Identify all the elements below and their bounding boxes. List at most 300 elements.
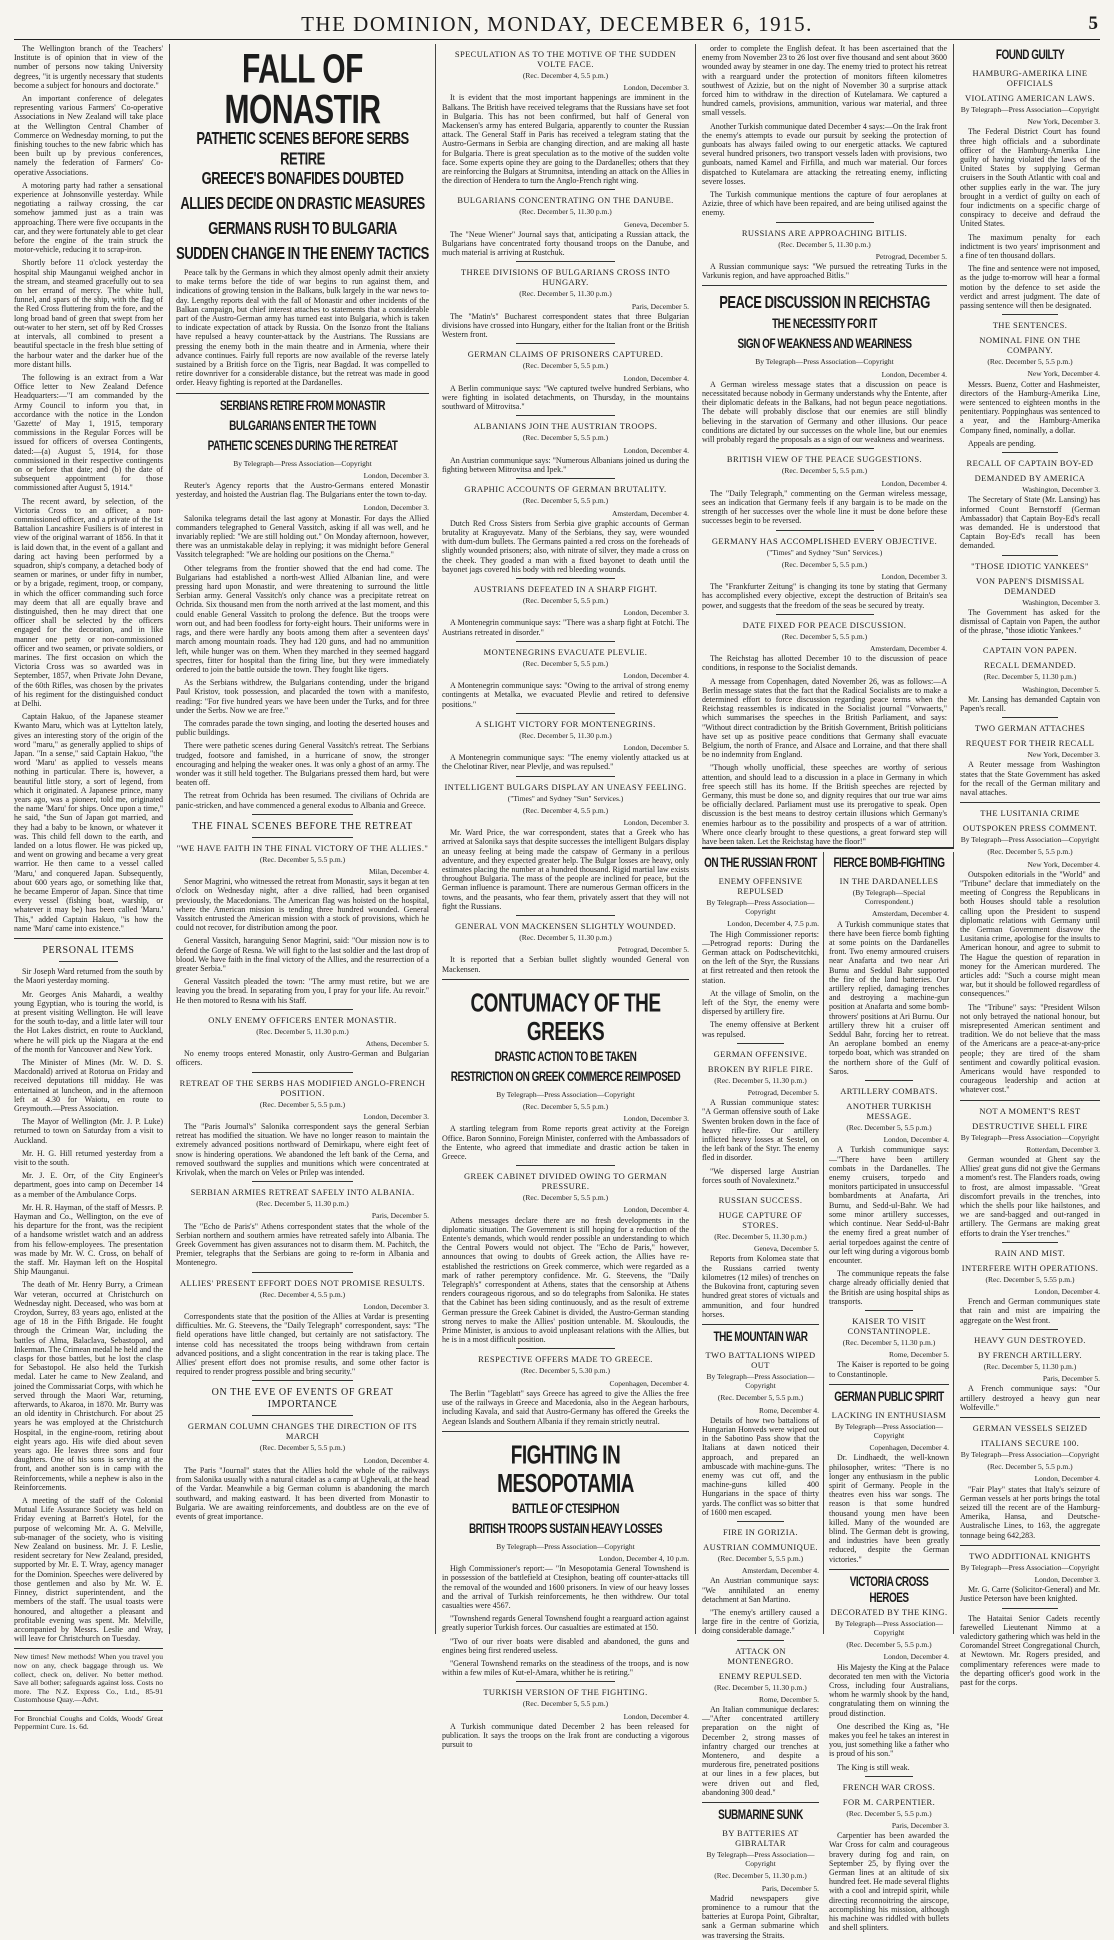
subheadline: DECORATED BY THE KING. <box>830 1606 948 1617</box>
paragraph: As the Serbians withdrew, the Bulgarians contending, under the brigand Paul Kristov, took possession, and placarded the town with a manifesto, reading: "For five hundred years we have been under the Turks, and for three under the Serbs. Now we are free." <box>176 678 429 715</box>
paragraph: "We dispersed large Austrian forces south of Novalexinetz." <box>702 1166 819 1185</box>
paragraph: "The enemy's artillery caused a large fire in the centre of Gorizia, doing considerable damage." <box>702 1607 819 1636</box>
article-heading: RUSSIANS ARE APPROACHING BITLIS. <box>741 227 908 238</box>
paragraph: Sir Joseph Ward returned from the south by the Maori yesterday morning. <box>14 967 163 986</box>
paragraph: A Montenegrin communique says: "There was a sharp fight at Fotchi. The Austrians retreated in disorder." <box>442 618 689 637</box>
paragraph: A Montenegrin communique says: "The enemy violently attacked us at the Chelotinar River, near Plevlje, and was repulsed." <box>442 753 689 772</box>
paragraph: An important conference of delegates representing various Farmers' Co-operative Associations in New Zealand will take place at the Wellington Central Chamber of Commerce on Wednesday morning, to put the finishing touches to the new fabric which has been built up by previous conferences, namely the federation of Farmers' Co-operative Associations. <box>14 94 163 177</box>
article-subheading: VON PAPEN'S DISMISSAL DEMANDED <box>975 575 1085 596</box>
article-heading: "WE HAVE FAITH IN THE FINAL VICTORY OF THE ALLIES." <box>176 842 429 853</box>
article-heading: "THOSE IDIOTIC YANKEES" <box>971 560 1089 571</box>
divider <box>776 448 874 449</box>
divider <box>516 915 615 916</box>
received-line: (Rec. December 5, 11.30 p.m.) <box>519 289 612 299</box>
paragraph: The recent award, by selection, of the Victoria Cross to an officer, a non-commissioned officer, and a private of the 1st Battalion Lancashire Fusiliers is of interest in view of the original warrant of 1856. In that it is laid down that, in the event of a gallant and daring act having been performed by a squadron, ship's company, a detached body of seamen or marines, or under fifty in number, or by a brigade, regiment, troop, or company, in which the officer commanding such force may deem that all are equally brave and distinguished, then he may direct that one officer shall be selected by the officers engaged for the decoration, and in like manner one petty or non-commissioned officer and two seamen, or private soldiers, or marines. The first occasion on which the Victoria Cross was so awarded was in September, 1857, when Private John Devane, of the 60th Rifles, was chosen by the privates of his regiment for the distinguished conduct at Delhi. <box>14 496 163 709</box>
received-line: (Rec. December 5, 5.55 p.m.) <box>985 1274 1075 1284</box>
paragraph: An Austrian communique says: "Numerous Albanians joined us during the fighting between Mitrovitsa and Ipek." <box>442 455 690 475</box>
dateline: Amsterdam, December 4. <box>869 643 947 653</box>
paragraph: A Turkish communique dated December 2 has been released for publication. It says the troops on the Irak front are conducting a vigorous pursuit to <box>442 1721 689 1750</box>
credit-line: By Telegraph—Press Association—Copyright <box>960 1562 1100 1572</box>
dateline: Amsterdam, December 4. <box>611 508 689 518</box>
article-heading: THE SENTENCES. <box>992 320 1068 331</box>
paragraph: A Russian communique states: "A German offensive south of Lake Swenten broken down in the face of heavy rifle-fire. Our artillery inflicted heavy losses at Sestel, on the left bank of the Styr. The enemy fled in disorder. <box>702 1098 819 1163</box>
paragraph: The High Commissioner reports:—Petrograd reports: During the German attack on Podtschevitchki, on the left of the Styr, the Russians at first retreated and then retook the station. <box>702 929 819 985</box>
dateline: Petrograd, December 5. <box>875 251 947 261</box>
divider <box>14 938 163 939</box>
paragraph: The Kaiser is reported to be going to Constantinople. <box>829 1360 949 1379</box>
subheadline: SIGN OF WEAKNESS AND WEARINESS <box>737 337 912 353</box>
received-line: (Rec. December 5, 5.5 p.m.) <box>522 1193 609 1203</box>
paragraph: The Reichstag has allotted December 10 to the discussion of peace conditions, in response to the Socialist demands. <box>702 654 947 673</box>
paragraph: At the village of Smolin, on the left of the Styr, the enemy were dispersed by artillery fire. <box>702 988 819 1017</box>
masthead <box>14 10 1100 40</box>
article-heading: AUSTRIANS DEFEATED IN A SHARP FIGHT. <box>473 583 658 594</box>
headline-russian-front: ON THE RUSSIAN FRONT <box>704 856 817 871</box>
article-heading: GRAPHIC ACCOUNTS OF GERMAN BRUTALITY. <box>464 484 667 495</box>
divider <box>702 1324 819 1325</box>
paragraph: A Montenegrin communique says: "Owing to the arrival of strong enemy contingents at Metalka, we evacuated Plevlie and retired to defensive positions." <box>442 681 689 709</box>
article-heading: A SLIGHT VICTORY FOR MONTENEGRINS. <box>475 718 656 729</box>
article-heading: GERMAN CLAIMS OF PRISONERS CAPTURED. <box>467 349 664 360</box>
dateline: London, December 4. <box>623 445 689 455</box>
headline-contumacy-of-greeks: CONTUMACY OF THE GREEKS <box>470 989 661 1047</box>
paragraph: A German wireless message states that a discussion on peace is necessitated because nobody in Germany understands why the Entente, after their diplomatic defeats in the Balkans, had not begun peace negotiations. The debate will probably disclose that our enemies are still blindly believing in the starvation of Germany and other illusions. Our peace conditions are dictated by our successes on the whole line, but our enemies will probably regard the proposals as a sign of our weakness and weariness. <box>702 379 947 445</box>
paragraph: Captain Hakuo, of the Japanese steamer Kwanto Maru, which was at Lyttelton lately, gives an interesting story of the origin of the word "maru," as generally applied to ships of Japan. "In a sense," said Captain Hakuo, "the word 'Maru' as applied to vessels means nothing in particular. There is, however, a beautiful little story, a sort of legend, from which it originated. A Japanese prince, many years ago, was a pioneer, told me, originated the name 'Maru' for ships. Once upon a time," he said, "the Sun of Japan got married, and they had a baby to be known, or whatever it was. This child fell down to the earth, and landed on a lotus flower. He was picked up, and went on growing and became a very great warrior. He then came to a vessel called 'Maru,' and conquered Japan. Subsequently, about 600 years ago, or something like that, he became Emperor of Japan. Since that time every vessel (fishing boat, warship, or whatever it may be) has been called 'Maru.' This," added Captain Hakuo, "is how the name 'Maru' came into existence." <box>14 712 163 933</box>
dateline: Geneva, December 5. <box>624 219 689 229</box>
article-heading: ONLY ENEMY OFFICERS ENTER MONASTIR. <box>208 1014 397 1025</box>
divider <box>1002 1242 1058 1243</box>
article-heading: THREE DIVISIONS OF BULGARIANS CROSS INTO HUNGARY. <box>460 267 671 288</box>
dateline: London, December 4. <box>623 373 689 383</box>
credit-line: By Telegraph—Press Association—Copyright <box>960 105 1100 114</box>
paragraph: There were pathetic scenes during General Vassitch's retreat. The Serbians trudged, footsore and famished, in a hurricane of snow, the stronger encouraging and helping the weaker ones. It was only a ghost of an army. The wonder was it still held together. The Bulgarians pressed them hard, but were beaten off. <box>176 741 429 788</box>
article-heading: RAIN AND MIST. <box>994 1247 1066 1258</box>
subheadline: TWO BATTALIONS WIPED OUT <box>705 1349 816 1370</box>
paragraph: A Turkish communique states that there have been fierce bomb fighting at some points on the Dardanelles front. Two enemy armoured cruisers near Anafarta and two near Ari Burnu and Seddul Bahr supported the fire of the land batteries. Our artillery replied, damaging trenches and destroying a machine-gun position at Anafarta and some bomb-throwers' positions at Ari Burnu. Our artillery threw hit a cruiser off Seddul Bahr, forcing her to retreat. An aeroplane bombed an enemy torpedo boat, which was stranded on the northern shore of the Gulf of Saros. <box>829 919 949 1076</box>
article-heading: TWO ADDITIONAL KNIGHTS <box>969 1550 1091 1561</box>
paragraph: A startling telegram from Rome reports great activity at the Foreign Office. Baron Sonnino, Foreign Minister, conferred with the Ambassadors of the Entente, who agreed that immediate and drastic action be taken in Greece. <box>442 1124 689 1162</box>
headline-mountain-war: THE MOUNTAIN WAR <box>713 1329 808 1345</box>
paragraph: Mr. Georges Anis Mahardi, a wealthy young Egyptian, who is touring the world, is at present visiting Wellington. He will leave for the south to-day, and a little later will tour the Hot Lakes district, en route to Auckland, where he will pick up the Niagara at the end of the month for Vancouver and New York. <box>14 989 163 1054</box>
divider <box>516 478 615 479</box>
paragraph: An Italian communique declares:—"After concentrated artillery preparation on the night of December 2, strong masses of infantry charged our trenches at Montenero, and despite a murderous fire, penetrated positions at our lines in a few places, but were driven out and fled, abandoning 300 dead." <box>702 1704 819 1797</box>
dateline: London, December 3. <box>623 817 689 827</box>
divider <box>1002 1608 1058 1609</box>
paragraph: The enemy offensive at Berkent was repulsed. <box>702 1020 819 1039</box>
received-line: (Rec. December 5, 5.30 p.m.) <box>521 1366 610 1376</box>
subheadline: DRASTIC ACTION TO BE TAKEN <box>494 1049 637 1065</box>
paragraph: The Turkish communique mentions the capture of four aeroplanes at Azizie, three of which have been repaired, and are being utilised against the enemy. <box>702 190 947 218</box>
divider <box>737 1640 784 1641</box>
article-heading: FRENCH WAR CROSS. <box>842 1781 936 1792</box>
dateline: Paris, December 3. <box>891 1821 949 1831</box>
paragraph: The retreat from Ochrida has been resumed. The civilians of Ochrida are panic-stricken, and have commenced a general exodus to Albania and Greece. <box>176 791 429 810</box>
received-line: (Rec. December 5, 11.30 p.m.) <box>519 207 612 217</box>
dateline: London, December 4, 7.5 p.m. <box>727 919 819 929</box>
received-line: (Rec. December 5, 11.30 p.m.) <box>714 1232 807 1242</box>
paragraph: The King is still weak. <box>837 1762 910 1772</box>
paragraph: Mr. Lansing has demanded Captain von Papen's recall. <box>960 694 1100 713</box>
dateline: London, December 4. <box>623 1205 689 1215</box>
section-heading-personal: PERSONAL ITEMS <box>42 945 135 957</box>
received-line: (Rec. December 5, 11.30 p.m.) <box>256 1026 349 1036</box>
article-heading: ALBANIANS JOIN THE AUSTRIAN TROOPS. <box>473 421 658 432</box>
subheadline: GERMANS RUSH TO BULGARIA <box>208 218 397 239</box>
paragraph: One described the King as, "He makes you feel he takes an interest in you, just something like a father who is proud of his son." <box>829 1721 949 1759</box>
article-heading: RETREAT OF THE SERBS HAS MODIFIED ANGLO-FRENCH POSITION. <box>179 1077 426 1098</box>
dateline: London, December 4. <box>883 1135 949 1145</box>
article-subheading: RECALL DEMANDED. <box>983 660 1077 671</box>
received-line: (Rec. December 5, 5.5 p.m.) <box>522 496 609 506</box>
divider <box>865 1776 913 1777</box>
dateline: Petrograd, December 5. <box>747 1088 819 1098</box>
paragraph: The fine and sentence were not imposed, as the judge to-morrow will hear a formal motion by the defence to set aside the verdict and arrest judgment. The date of passing sentence will then be designated. <box>960 264 1100 311</box>
paragraph: The "Tribune" says: "President Wilson not only betrayed the national honour, but misrepresented American sentiment and tradition. We do not believe that the mass of the Americans are a peace-at-any-price people; they are tired of the sham sentiment and cowardly political evasion. Americans would have responded to courageous leadership and action at whatever cost." <box>960 1002 1100 1095</box>
received-line: (Rec. December 5, 5.5 p.m.) <box>781 631 868 641</box>
dateline: Paris, December 5. <box>371 1211 429 1221</box>
article-heading: GERMAN VESSELS SEIZED <box>972 1422 1088 1433</box>
dateline: London, December 3. <box>363 503 429 513</box>
received-line: (Rec. December 5, 5.5 p.m.) <box>259 1099 346 1109</box>
received-line: (Rec. December 5, 5.5 p.m.) <box>846 1123 932 1133</box>
paragraph: Another Turkish communique dated December 4 says:—On the Irak front the enemy's attempts to evade our pursuit by seeking the protection of gunboats has always failed owing to our energetic attacks. We captured several hundred prisoners, two transport vessels laden with provisions, two gunboats, named Kamel and Firfilla, and much war material. Our forces dispatched to Kutelamara are attacking the retreating enemy, inflicting severe losses. <box>702 121 947 186</box>
article-heading: TURKISH VERSION OF THE FIGHTING. <box>483 1687 648 1698</box>
dateline: London, December 4. <box>623 670 689 680</box>
divider <box>829 1384 949 1385</box>
divider <box>252 1181 353 1182</box>
paragraph: A message from Copenhagen, dated November 26, was as follows:—A Berlin message states that the fact that the Radical Socialists are to make a determined effort to force discussion regarding peace terms when the Reichstag reassembles is indicated in the Socialist journal "Vorwaerts," which summarises the speeches in the British Parliament, and says: "Without direct contradiction by the British Government, British politicians have set up as positive peace conditions that Germany shall evacuate Belgium, the north of France, and Alsace and Lorraine, and that there shall be no indemnity from England. <box>702 676 947 760</box>
paragraph: A motoring party had rather a sensational experience at Johnsonville yesterday. While negotiating a railway crossing, the car somehow jammed just as a train was approaching. There were five occupants in the car, and they were fortunately able to get clear before the engine of the train struck the motor-vehicle, reducing it to scrap-iron. <box>14 180 163 255</box>
divider <box>176 393 429 394</box>
paragraph: The comrades parade the town singing, and looting the deserted houses and public buildings. <box>176 718 429 738</box>
dateline: Milan, December 4. <box>369 866 429 876</box>
column-2 <box>176 44 436 1634</box>
received-line: (Rec. December 5, 5.5 p.m.) <box>717 1393 804 1403</box>
divider <box>516 776 615 777</box>
dateline: Washington, December 3. <box>1022 597 1100 607</box>
paragraph: "Fair Play" states that Italy's seizure of German vessels at her ports brings the total seized till the recent are of the Hamburg-Amerika, Hansa, and Deutsche-Australische Lines, to 163, the aggregate tonnage being 642,283. <box>960 1484 1100 1540</box>
divider <box>960 802 1100 803</box>
paragraph: Reuter's Agency reports that the Austro-Germans entered Monastir yesterday, and hoisted the Austrian flag. The Bulgarians enter the town to-day. <box>176 481 429 500</box>
headline-peace-discussion: PEACE DISCUSSION IN REICHSTAG <box>719 292 930 313</box>
headline-submarine-sunk: SUBMARINE SUNK <box>718 1808 803 1823</box>
dateline: Rotterdam, December 3. <box>1026 1144 1100 1154</box>
paragraph: Dutch Red Cross Sisters from Serbia give graphic accounts of German brutality at Kraguyevatz. Many of the Serbians, they say, were wounded with dum-dum bullets. The Germans painted a red cross on the foreheads of slightly wounded prisoners; also, with nitrate of silver, they made a cross on the cheek. They goaded a man with a fixed bayonet to death until the bayonet jags covered his body with red bleeding wounds. <box>442 518 689 574</box>
dateline: London, December 4. <box>363 1455 429 1465</box>
headline-fall-of-monastir: FALL OF MONASTIR <box>224 47 381 133</box>
paragraph: Messrs. Buenz, Cotter and Hashmeister, directors of the Hamburg-Amerika Line, were sentenced to eighteen months in the penitentiary. Poppinghaus was sentenced to a year, and the Hamburg-Amerika Company fined, nominally, a dollar. <box>960 379 1100 435</box>
dateline: London, December 5. <box>623 742 689 752</box>
paragraph: Athens messages declare there are no fresh developments in the diplomatic situation. The Government is still hoping for a reduction of the Entente's demands, which would render possible an understanding to which the Central Powers would not object. The "Echo de Paris," however, announces that owing to doubts of Greek action, the Allies have re-established the restrictions on Greek commerce, which were regarded as a mark of rather peremptory confidence. Mr. G. Steevens, the "Daily Telegraph's" correspondent at Athens, states that the censorship at Athens renders courageous rigorous, and so do telegraphs from Salonika. He states that the Cabinet has been siding continuously, and as the result of extreme German pressure the Greek Cabinet is divided, the Austro-German standing strong nerves to make the Allies' position untenable. M. Skouloudis, the Prime Minister, is anxious to avoid unpleasant relations with the Allies, but he is in a most difficult position. <box>442 1215 689 1345</box>
dateline: New York, December 3. <box>1027 117 1100 127</box>
article-subheading: ITALIANS SECURE 100. <box>980 1437 1080 1448</box>
article-heading: NOT A MOMENT'S REST <box>979 1105 1081 1116</box>
paragraph: German wounded at Ghent say the Allies' great guns did not give the Germans a moment's rest. The Flanders roads, owing to frost, are almost impassable. "Great discomfort prevails in the trenches, into which the shells pour like hailstones, and we are sand-bagged and out-ranged in artillery. The Germans are making great efforts to drain the Yser trenches." <box>960 1155 1100 1238</box>
divider <box>252 837 353 838</box>
subheadline: SUDDEN CHANGE IN THE ENEMY TACTICS <box>176 243 429 264</box>
dateline: London, December 3. <box>1034 1574 1100 1584</box>
paragraph: The communique repeats the false charge already officially denied that the British are using hospital ships as transports. <box>829 1269 949 1306</box>
paragraph: "Two of our river boats were disabled and abandoned, the guns and engines being first rendered useless. <box>442 1636 689 1655</box>
article-subheading: PATHETIC SCENES DURING THE RETREAT <box>207 438 398 454</box>
paragraph: Mr. J. E. Orr, of the City Engineer's department, goes into camp on December 14 as a member of the Ambulance Corps. <box>14 1171 163 1199</box>
received-line: (Rec. December 5, 5.5 p.m.) <box>522 1102 609 1112</box>
credit-line: By Telegraph—Press Association—Copyright <box>706 1371 815 1391</box>
received-line: (Rec. December 5, 11.30 p.m.) <box>714 1075 807 1085</box>
article-subheading: DESTRUCTIVE SHELL FIRE <box>972 1120 1088 1131</box>
credit-line: By Telegraph—Press Association—Copyright <box>960 835 1100 845</box>
article-heading: GREEK CABINET DIVIDED OWING TO GERMAN PRESSURE. <box>464 1171 667 1192</box>
service-line: ("Times" and Sydney "Sun" Services.) <box>507 793 624 803</box>
received-line: (Rec. December 5, 5.5 p.m.) <box>846 1808 932 1818</box>
dateline: New York, December 4. <box>1027 369 1100 379</box>
paragraph: A meeting of the staff of the Colonial Mutual Life Assurance Society was held on Friday evening at Barrett's Hotel, for the purpose of welcoming Mr. A. G. Melville, sub-manager of the society, who is visiting New Zealand on business. Mr. J. F. Leslie, resident secretary for New Zealand, presided, supported by Mr. E. T. Wray, agency manager for the Dominion. Speeches were delivered by those gentlemen and also by Mr. W. E. Finney, district superintendent, and the members of the staff. The usual toasts were honoured, and altogether a pleasant and profitable evening was spent. Mr. Melville, accompanied by Messrs. Leslie and Wray, will leave for Christchurch on Tuesday. <box>14 1496 163 1644</box>
paragraph: The following is an extract from a War Office letter to New Zealand Defence Headquarters:—"I am commanded by the Army Council to inform you that, in accordance with the notice in the London 'Gazette' of May 1, 1915, temporary commissions in the Regular Forces will be issued for officers of oversea Contingents, dated:—(a) August 5, 1914, for those commissioned in their respective contingents on or before that date; and (b) the date of subsequent appointment for those commissioned after August 5, 1914." <box>14 372 163 493</box>
newspaper-title: THE DOMINION, MONDAY, DECEMBER 6, 1915. <box>301 12 813 36</box>
article-heading: BULGARIANS CONCENTRATING ON THE DANUBE. <box>457 195 674 206</box>
article-heading: DATE FIXED FOR PEACE DISCUSSION. <box>742 619 907 630</box>
paragraph: High Commissioner's report:— "In Mesopotamia General Townshend is in possession of the battlefield at Ctesiphon, beating off counter-attacks till the removal of the wounded and 1600 prisoners. In view of our heavy losses and the arrival of Turkish reinforcements, he then withdrew. Our total casualties were 4567. <box>442 1564 689 1610</box>
paragraph: French and German communiques state that rain and mist are impairing the aggregate on the West front. <box>960 1297 1100 1325</box>
received-line: (Rec. December 5, 11.30 p.m.) <box>519 730 612 740</box>
headline-victoria-cross-heroes: VICTORIA CROSS HEROES <box>849 1574 929 1606</box>
divider <box>252 1415 353 1416</box>
dateline: Athens, December 5. <box>365 1039 429 1048</box>
article-subheading: NOMINAL FINE ON THE COMPANY. <box>979 335 1081 356</box>
paragraph: The Paris "Journal" states that the Allies hold the whole of the railways from Salonika usually with a natural citadel as a camp at Ughevali, at the head of the Vardar. Meanwhile a big German column is abandoning the march southward, and making eastward. It has been diverted from Monastir to Bulgaria. We are awaiting reinforcements, and doubtless are on the eve of events of great importance. <box>176 1465 429 1521</box>
paragraph: The "Paris Journal's" Salonika correspondent says the general Serbian retreat has modified the situation. We have no longer reason to maintain the extremely advanced positions northward of Demirkapu, where eight feet of snow is hindering operations. We abandoned the left bank of the Cerna, and removed southward the supplies and munitions which were concentrated at Krivolak, when the march on Veles or Prilep was intended. <box>176 1122 429 1178</box>
received-line: (Rec. December 5, 11.30 p.m.) <box>519 933 612 942</box>
article-subheading: DEMANDED BY AMERICA <box>974 473 1086 484</box>
received-line: (Rec. December 4, 5.5 p.m.) <box>522 71 609 80</box>
paragraph: A Turkish communique says:—"There have been artillery combats in the Dardanelles. The enemy cruisers, torpedo and monitors participated in unsuccessful bombardments at Anafarta, Ari Burnu, and Sedd-ul-Bahr. We had some minor artillery successes, which continue. Near Sedd-ul-Bahr the enemy fired a great number of aerial torpedoes against the centre of our left wing during a vigorous bomb encounter. <box>829 1145 949 1265</box>
divider <box>702 1802 819 1803</box>
dateline: London, December 3. <box>623 1114 689 1124</box>
received-line: (Rec. December 5, 5.5 p.m.) <box>259 854 346 864</box>
paragraph: Mr. Ward Price, the war correspondent, states that a Greek who has arrived at Salonika says that despite successes the intelligent Bulgars display an uneasy feeling at being made the catspaw of Germany in a perilous adventure, and they expected greater help. The Bulgar losses are heavy, only estimates placing the number at a hundred thousand. Rigid martial law exists throughout Bulgaria. The mass of the people are inclined for peace, but the German influence is paramount. There are numerous German officers in the towns, and the peasants, who fear them, privately assert that they will not fight the Russians. <box>442 828 689 911</box>
received-line: (Rec. December 4, 5.5 p.m.) <box>259 1289 346 1299</box>
page-number: 5 <box>1088 13 1098 34</box>
article-heading: INTELLIGENT BULGARS DISPLAY AN UNEASY FEELING. <box>444 781 687 792</box>
divider <box>1002 452 1058 453</box>
lead-paragraph: Peace talk by the Germans in which they almost openly admit their anxiety to make terms before the tide of war begins to run against them, and indications of growing tension in the Balkans, bulk largely in the war news to-day. Lengthy reports deal with the fall of Monastir and other incidents of the Balkan campaign, but chief interest attaches to statements that a considerable part of the Austro-German army has turned east into Bulgaria, which is taken to indicate expectation of attack by Russia. On the Isonzo front the Italians have repulsed a heavy counter-attack by the Austrians. The Russians are pressing the enemy both in the main theatre and in Armenia, where their advance continues. Fairly full reports are now available of the reverse lately sustained by a British force on the Tigris, near Bagdad. It was compelled to retire downriver for a considerable distance, but the retreat was made in good order. Heavy fighting is reported at the Dardanelles. <box>176 268 429 388</box>
article-heading: ALLIES' PRESENT EFFORT DOES NOT PROMISE RESULTS. <box>180 1277 425 1288</box>
article-subheading: ENEMY REPULSED. <box>718 1670 803 1681</box>
paragraph: Other telegrams from the frontier showed that the end had come. The Bulgarians had established a north-west Allied Albanian line, and were pressing hard upon Monastir, and were threatening to surround the little Serbian army. General Vassitch's only chance was a precipitate retreat on Ochrida. Six thousand men from the north arrived at the last moment, and this could enable General Vassitch to prolong the defence. But the troops were worn out, and had been foodless for forty-eight hours. Their uniforms were in rags, and there were hardly any boots among them after a seventeen days' march among mountain roads. They had 120 guns, and had no ammunition left, while hunger was on them. When they marched in they seemed haggard spectres, fitter for hospital than the firing line, but they were immediately ordered to join the battle outside the town. They fought like tigers. <box>176 563 429 674</box>
paragraph: The Mayor of Wellington (Mr. J. P. Luke) returned to town on Saturday from a visit to Auckland. <box>14 1117 163 1145</box>
paragraph: Shortly before 11 o'clock yesterday the hospital ship Maunganui weighed anchor in the stream, and steamed gracefully out to sea on her errand of mercy. The white hull, funnel, and spars of the ship, with the flag of the Red Cross fluttering from the fore, and the long broad band of green that swept from her out-water to her stern, set off by Red Crosses at intervals, all combined to present a beautiful spectacle in the fresh blue setting of the harbour water and the darker hue of the more distant hills. <box>14 258 163 369</box>
paragraph: "Townshend regards General Townshend fought a rearguard action against greatly superior Turkish forces. Our casualties are estimated at 150. <box>442 1614 689 1633</box>
credit-line: By Telegraph—Press Association—Copyright <box>960 1132 1100 1142</box>
subheadline: ALLIES DECIDE ON DRASTIC MEASURES <box>180 193 425 214</box>
dateline: London, December 4. <box>1034 1287 1100 1297</box>
paragraph: Details of how two battalions of Hungarian Honveds were wiped out in the Sabotino Pass show that the Italians at dawn noticed their approach, and prepared an ambuscade with machine-guns. The enemy was cut off, and the machine-guns killed 400 Hungarians in the space of thirty yards. The conflict was so bitter that of 1600 men escaped. <box>702 1415 819 1517</box>
advertisement: For Bronchial Coughs and Colds, Woods' Great Peppermint Cure. 1s. 6d. <box>14 1710 163 1732</box>
dateline: Geneva, December 5. <box>754 1244 819 1254</box>
article-subheading: BULGARIANS ENTER THE TOWN <box>229 418 376 434</box>
dateline: Paris, December 5. <box>631 301 689 311</box>
received-line: (Rec. December 5, 11.30 p.m.) <box>983 1361 1077 1371</box>
paragraph: Mr. H. G. Hill returned yesterday from a visit to the south. <box>14 1148 163 1167</box>
received-line: (Rec. December 5, 5.5 p.m.) <box>781 559 868 569</box>
divider <box>737 1521 784 1522</box>
divider <box>776 614 874 615</box>
divider <box>865 1080 913 1081</box>
received-line: (Rec. December 5, 5.5 p.m.) <box>522 433 609 443</box>
article-heading: KAISER TO VISIT CONSTANTINOPLE. <box>847 1315 931 1336</box>
received-line: (Rec. December 5, 5.5 p.m.) <box>781 466 868 476</box>
paragraph: Salonika telegrams detail the last agony at Monastir. For days the Allied commanders telegraphed to General Vassitch, asking if all was well, and he invariably replied: "We are still holding out." On Monday afternoon, however, there was an unmistakable delay in replying; it was midnight before General Vassitch telegraphed: "We are holding our positions on the Cherna." <box>176 513 429 560</box>
newspaper-page <box>14 44 1100 1940</box>
dateline: Paris, December 5. <box>761 1883 819 1893</box>
column-3 <box>442 44 696 1750</box>
credit-line: By Telegraph—Press Association—Copyright <box>496 1089 635 1099</box>
paragraph: A Reuter message from Washington states that the State Government has asked for the recall of the German military and naval attaches. <box>960 760 1100 797</box>
headline-fierce-bomb-fighting: FIERCE BOMB-FIGHTING <box>833 856 945 871</box>
article-heading: GENERAL VON MACKENSEN SLIGHTLY WOUNDED. <box>455 921 676 931</box>
divider <box>442 1431 689 1432</box>
paragraph: The Federal District Court has found three high officials and a subordinate officer of the Hamburg-Amerika Line guilty of having violated the laws of the United States by supplying German cruisers in the South Atlantic with coal and other supplies early in the war. The jury brought in a verdict of guilty on each of four indictments on a specific charge of conspiracy to deceive and defraud the United States. <box>960 127 1100 229</box>
paragraph: A Berlin communique says: "We captured twelve hundred Serbians, who were fighting in isolated detachments, on Thursday, in the mountains southward of Mitrovitsa." <box>442 383 689 412</box>
received-line: (Rec. December 5, 11.30 p.m.) <box>778 239 871 249</box>
column-4 <box>702 44 954 1940</box>
subheadline: VIOLATING AMERICAN LAWS. <box>964 93 1096 103</box>
paragraph: Mr. G. Carre (Solicitor-General) and Mr. Justice Peterson have been knighted. <box>960 1585 1100 1604</box>
dateline: London, December 3. <box>881 571 947 581</box>
subcolumn-right <box>829 852 954 1933</box>
article-heading: THE LUSITANIA CRIME <box>980 808 1080 819</box>
dateline: New York, December 4. <box>1027 859 1100 869</box>
dateline: Copenhagen, December 4. <box>609 1378 689 1388</box>
subheadline: HAMBURG-AMERIKA LINE OFFICIALS <box>972 68 1088 88</box>
dateline: Rome, December 4. <box>759 1405 819 1415</box>
divider <box>960 1417 1100 1418</box>
paragraph: The maximum penalty for each indictment is two years' imprisonment and a fine of ten thousand dollars. <box>960 232 1100 261</box>
paragraph: A French communique says: "Our artillery destroyed a heavy gun near Wolfeville." <box>960 1384 1100 1412</box>
dateline: London, December 4. <box>883 1652 949 1662</box>
article-subheading: AUSTRIAN COMMUNIQUE. <box>703 1541 818 1552</box>
received-line: (Rec. December 5, 5.5 p.m.) <box>522 658 609 668</box>
credit-line: By Telegraph—Press Association—Copyright <box>755 357 894 367</box>
paragraph: Mr. H. R. Hayman, of the staff of Messrs. P. Hayman and Co., Wellington, on the eve of his departure for the front, was the recipient of a handsome wristlet watch and an address from his fellow-employees. The presentation was made by Mr. W. C. Cross, on behalf of the staff. Mr. Hayman left on the Hospital Ship Maunganui. <box>14 1202 163 1277</box>
divider <box>1002 555 1058 556</box>
credit-line: (By Telegraph—Special Correspondent.) <box>852 888 926 907</box>
paragraph: The Hataitai Senior Cadets recently farewelled Lieutenant Nimmo at a valedictory gathering which was held in the Coromandel Street Congregational Church, at Newtown. Mr. Rogers presided, and complimentary references were made to the departing officer's good work in the past for the corps. <box>960 1613 1100 1687</box>
received-line: (Rec. December 4, 5.5 p.m.) <box>522 805 609 815</box>
dateline: London, December 3. <box>363 470 429 480</box>
article-heading: MONTENEGRINS EVACUATE PLEVLIE. <box>483 646 648 657</box>
paragraph: General Vassitch, haranguing Senor Magrini, said: "Our mission now is to defend the Gorge of Resna. We will fight to the last soldier and the last drop of blood. We have faith in the final victory of the Allies, and the resurrection of a greater Serbia." <box>176 936 429 973</box>
paragraph: Dr. Lindhaedt, the well-known philosopher, writes: "There is no longer any enthusiasm in the public spirit of Germany. People in the theatres even hiss war songs. The reason is that some hundred thousand young men have been killed. Many of the wounded are blind. The German debt is growing, and industries have been greatly reduced, despite the German victories." <box>829 1453 949 1564</box>
paragraph: The Wellington branch of the Teachers' Institute is of opinion that in view of the number of persons now taking University degrees, "it is urgently necessary that students become a subject for honours and doctorate." <box>14 44 163 90</box>
article-subheading: REQUEST FOR THEIR RECALL <box>965 738 1095 749</box>
article-heading: RECALL OF CAPTAIN BOY-ED <box>966 458 1094 469</box>
column-4-bottom <box>702 852 954 1940</box>
column-1 <box>14 44 170 1732</box>
article-subheading: HUGE CAPTURE OF STORES. <box>718 1210 803 1231</box>
article-heading: ATTACK ON MONTENEGRO. <box>727 1645 794 1666</box>
divider <box>1002 1329 1058 1330</box>
paragraph: General Vassitch pleaded the town: "The army must retire, but we are leaving you the bread. In separating from you, I pray for your life. Au revoir." He then motored to Resna with his Staff. <box>176 977 429 1005</box>
dateline: London, December 3. <box>623 83 689 93</box>
article-subheading: INTERFERE WITH OPERATIONS. <box>961 1262 1099 1273</box>
dateline: London, December 4. <box>881 369 947 379</box>
divider <box>516 189 615 190</box>
divider <box>702 285 947 286</box>
divider <box>1002 314 1058 315</box>
credit-line: By Telegraph—Press Association—Copyright <box>233 458 372 468</box>
paragraph: Outspoken editorials in the "World" and "Tribune" declare that immediately on the meeting of Congress the Republicans in both Houses should table a resolution calling upon the President to suspend diplomatic relations with Germany until the German Government disavow the Lusitania crime, apologise for the insults to American honour, and agree to submit to The Hague the question of reparation in money for the American murdered. The articles add: "Such a course might mean war, but it should be followed regardless of consequences." <box>960 869 1100 999</box>
paragraph: No enemy troops entered Monastir, only Austro-German and Bulgarian officers. <box>176 1049 429 1068</box>
received-line: (Rec. December 5, 5.5 p.m.) <box>846 1640 932 1650</box>
divider <box>516 1165 615 1166</box>
divider <box>442 979 689 980</box>
dateline: London, December 4. <box>881 478 947 488</box>
subheadline: GREECE'S BONAFIDES DOUBTED <box>201 168 404 189</box>
dateline: London, December 4. <box>623 1711 689 1721</box>
divider <box>737 1189 784 1190</box>
dateline: Rome, December 5. <box>759 1694 819 1704</box>
subheadline: BATTLE OF CTESIPHON <box>512 1501 619 1517</box>
divider <box>516 1348 615 1349</box>
paragraph: "General Townshend remarks on the steadiness of the troops, and is now within a few miles of Kut-el-Amara, whither he is retiring." <box>442 1658 689 1678</box>
headline-found-guilty: FOUND GUILTY <box>995 48 1065 63</box>
received-line: (Rec. December 5, 5.5 p.m.) <box>987 357 1073 367</box>
received-line: (Rec. December 5, 5.5 p.m.) <box>522 595 609 605</box>
dateline: London, December 3. <box>623 608 689 618</box>
paragraph: Madrid newspapers give prominence to a rumour that the batteries at Europa Point, Gibraltar, sank a German submarine which was traversing the Straits. <box>702 1893 819 1940</box>
paragraph: Carpentier has been awarded the War Cross for calm and courageous bravery during fog and rain, on September 25, by flying over the German lines at an altitude of six hundred feet. He made several flights with a cool and intrepid spirit, while directing reconnoitring the airscope, accomplishing his mission, although his machine was riddled with bullets and shell splinters. <box>829 1831 949 1933</box>
subheadline: IN THE DARDANELLES <box>839 876 939 886</box>
paragraph: It is reported that a Serbian bullet slightly wounded General von Mackensen. <box>442 955 689 974</box>
divider <box>960 1545 1100 1546</box>
dateline: New York, December 3. <box>1027 750 1100 760</box>
column-5 <box>960 44 1100 1687</box>
credit-line: By Telegraph—Press Association—Copyright <box>960 1449 1100 1459</box>
article-subheading: FOR M. CARPENTIER. <box>842 1796 936 1807</box>
divider <box>516 641 615 642</box>
article-heading: SERBIANS RETIRE FROM MONASTIR <box>220 398 385 414</box>
paragraph: The "Echo de Paris's" Athens correspondent states that the whole of the Serbian northern and southern armies have retreated safely into Albania. The Greek Government has given assurances not to disarm them. M. Pachitch, the Premier, telegraphs that the Serbians are going to re-form in Albania and Montenegro. <box>176 1221 429 1268</box>
divider <box>516 578 615 579</box>
credit-line: By Telegraph—Press Association—Copyright <box>706 898 815 917</box>
article-heading: SERBIAN ARMIES RETREAT SAFELY INTO ALBANIA. <box>190 1187 415 1198</box>
received-line: (Rec. December 5, 5.5 p.m.) <box>987 1462 1073 1472</box>
dateline: London, December 4, 10 p.m. <box>599 1553 689 1563</box>
subheadline: RESTRICTION ON GREEK COMMERCE REIMPOSED <box>450 1069 681 1085</box>
paragraph: The Government has asked for the dismissal of Captain von Papen, the author of the phrase, "those idiotic Yankees." <box>960 607 1100 636</box>
paragraph: Correspondents state that the position of the Allies at Vardar is presenting difficulties. Mr. G. Steevens, the "Daily Telegraph" correspondent, says: "The field operations have little changed, but certainly are not satisfactory. The intense cold has necessitated the troops being withdrawn from certain advanced positions, and a slight concentration in the rear is taking place. The Allies' present effort does not promise results, and some other factor is required to render progress possible and bring security." <box>176 1312 429 1377</box>
divider <box>737 1043 784 1044</box>
paragraph: "Though wholly unofficial, these speeches are worthy of serious attention, and should lead to a discussion in a place in Germany in which free speech still has its home. If the British speeches are rejected by Germany, this must be done so, and dignity requires that our true war aims be officially declared. Parliament must use its prerogative to speak. Open discussion is the best means to destroy certain illusions which Germany's enemies harbour as to the possibility and prospects of a war of attrition. Where once clearly brought to these questions, a great forward step will have been taken. Let the Reichstag have the floor!" <box>702 763 947 846</box>
article-heading: RESPECTIVE OFFERS MADE TO GREECE. <box>478 1354 653 1365</box>
paragraph: It is evident that the most important happenings are imminent in the Balkans. The British have received telegrams that the Russians have set foot in Bulgaria. This has not been confirmed, but half of General von Mackensen's army has entered Bulgaria, apparently to counter the Russian attack. The General Staff in Paris has received a telegram stating that the Austro-Germans in Serbia are changing direction, and are making all haste for Bulgaria. There is great speculation as to the motive of the sudden volte face. Some experts opine they are going to the Dardanelles; others that they are reinforcing the Bulgars at Strumnitsa, intending an attack on the Allies in the direction of Hendera to turn the Anglo-French right wing. <box>442 93 689 186</box>
divider <box>1002 639 1058 640</box>
divider <box>829 1569 949 1570</box>
received-line: (Rec. December 5, 11.30 p.m.) <box>983 672 1077 682</box>
paragraph: The "Daily Telegraph," commenting on the German wireless message, sees an indication that Germany feels if any bargain is to be made on the strength of her successes over the whole line it must be done before these successes begin to be reversed. <box>702 488 947 526</box>
divider <box>776 222 874 223</box>
paragraph: His Majesty the King at the Palace decorated ten men with the Victoria Cross, including four Australians, whom he warmly shook by the hand, congratulating them on winning the proud distinction. <box>829 1662 949 1718</box>
credit-line: By Telegraph—Press Association—Copyright <box>706 1850 815 1869</box>
headline-fighting-in-mesopotamia: FIGHTING IN MESOPOTAMIA <box>497 1441 634 1499</box>
article-heading: GERMANY HAS ACCOMPLISHED EVERY OBJECTIVE. <box>711 535 938 546</box>
received-line: (Rec. December 5, 11.30 p.m.) <box>256 1199 349 1209</box>
subheadline: ENEMY OFFENSIVE REPULSED <box>718 876 803 896</box>
divider <box>865 1310 913 1311</box>
headline-german-public-spirit: GERMAN PUBLIC SPIRIT <box>834 1389 944 1405</box>
divider <box>702 847 954 850</box>
